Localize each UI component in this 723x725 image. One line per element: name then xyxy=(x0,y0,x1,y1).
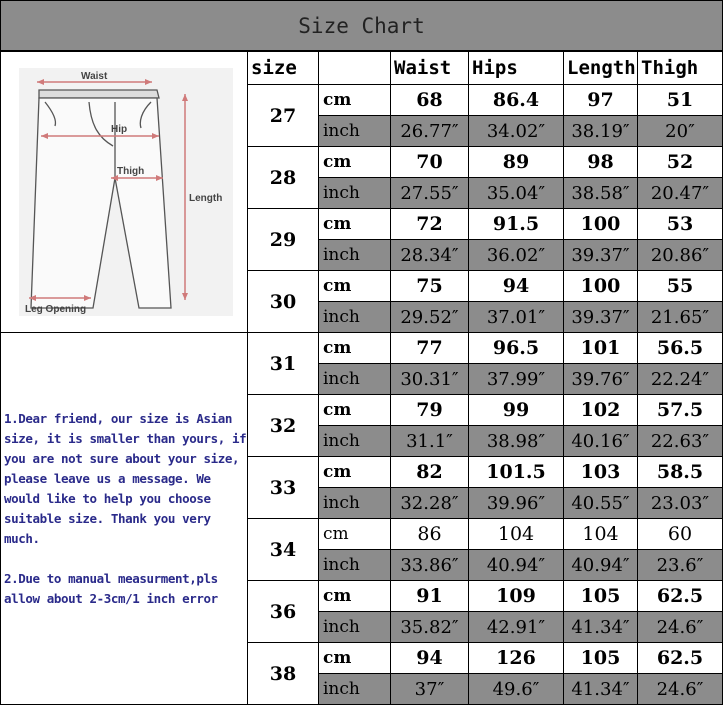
waist-inch-value: 28.34″ xyxy=(391,240,469,271)
thigh-cm-value: 62.5 xyxy=(638,643,723,674)
hips-cm-value: 86.4 xyxy=(469,85,564,116)
waist-inch-value: 33.86″ xyxy=(391,550,469,581)
thigh-inch-value: 24.6″ xyxy=(638,674,723,705)
note-paragraph-2: 2.Due to manual measurment,pls allow about 2-3cm/1 inch error xyxy=(4,570,218,606)
length-cm-value: 105 xyxy=(564,643,638,674)
unit-label-inch: inch xyxy=(319,364,391,395)
hips-inch-value: 39.96″ xyxy=(469,488,564,519)
thigh-inch-value: 22.63″ xyxy=(638,426,723,457)
waist-cm-value: 86 xyxy=(391,519,469,550)
waist-cm-value: 72 xyxy=(391,209,469,240)
length-cm-value: 100 xyxy=(564,271,638,302)
thigh-inch-value: 22.24″ xyxy=(638,364,723,395)
header-row xyxy=(1,52,723,85)
length-cm-value: 105 xyxy=(564,581,638,612)
hips-cm-value: 109 xyxy=(469,581,564,612)
header-size: size xyxy=(248,52,319,85)
unit-label-cm: cm xyxy=(319,209,391,240)
size-value: 28 xyxy=(248,147,319,209)
hips-cm-value: 96.5 xyxy=(469,333,564,364)
thigh-cm-value: 58.5 xyxy=(638,457,723,488)
thigh-inch-value: 20″ xyxy=(638,116,723,147)
length-inch-value: 41.34″ xyxy=(564,674,638,705)
hips-cm-value: 91.5 xyxy=(469,209,564,240)
length-inch-value: 38.58″ xyxy=(564,178,638,209)
thigh-inch-value: 21.65″ xyxy=(638,302,723,333)
thigh-cm-value: 51 xyxy=(638,85,723,116)
length-cm-value: 101 xyxy=(564,333,638,364)
header-waist: Waist xyxy=(391,52,469,85)
length-cm-value: 98 xyxy=(564,147,638,178)
hips-inch-value: 37.99″ xyxy=(469,364,564,395)
waist-inch-value: 30.31″ xyxy=(391,364,469,395)
unit-label-cm: cm xyxy=(319,395,391,426)
note-cell xyxy=(1,333,248,705)
waist-cm-value: 91 xyxy=(391,581,469,612)
thigh-cm-value: 53 xyxy=(638,209,723,240)
waist-cm-value: 70 xyxy=(391,147,469,178)
hips-cm-value: 126 xyxy=(469,643,564,674)
length-cm-value: 103 xyxy=(564,457,638,488)
thigh-label: Thigh xyxy=(116,166,144,177)
hips-inch-value: 42.91″ xyxy=(469,612,564,643)
size-value: 33 xyxy=(248,457,319,519)
waist-cm-value: 94 xyxy=(391,643,469,674)
unit-label-inch: inch xyxy=(319,240,391,271)
unit-label-cm: cm xyxy=(319,581,391,612)
pants-diagram xyxy=(19,68,233,316)
waist-cm-value: 77 xyxy=(391,333,469,364)
header-thigh: Thigh xyxy=(638,52,723,85)
length-cm-value: 97 xyxy=(564,85,638,116)
thigh-cm-value: 57.5 xyxy=(638,395,723,426)
waist-cm-value: 68 xyxy=(391,85,469,116)
pants-diagram-cell xyxy=(1,52,248,333)
length-inch-value: 40.55″ xyxy=(564,488,638,519)
thigh-inch-value: 24.6″ xyxy=(638,612,723,643)
length-inch-value: 40.16″ xyxy=(564,426,638,457)
waist-cm-value: 79 xyxy=(391,395,469,426)
length-inch-value: 40.94″ xyxy=(564,550,638,581)
thigh-cm-value: 52 xyxy=(638,147,723,178)
length-inch-value: 39.37″ xyxy=(564,302,638,333)
header-unit xyxy=(319,52,391,85)
length-cm-value: 104 xyxy=(564,519,638,550)
thigh-cm-value: 60 xyxy=(638,519,723,550)
unit-label-inch: inch xyxy=(319,116,391,147)
header-length: Length xyxy=(564,52,638,85)
unit-label-cm: cm xyxy=(319,643,391,674)
waist-cm-value: 82 xyxy=(391,457,469,488)
length-inch-value: 41.34″ xyxy=(564,612,638,643)
hips-inch-value: 34.02″ xyxy=(469,116,564,147)
unit-label-inch: inch xyxy=(319,178,391,209)
leg-opening-label: Leg Opening xyxy=(24,304,86,315)
thigh-inch-value: 23.03″ xyxy=(638,488,723,519)
unit-label-cm: cm xyxy=(319,333,391,364)
hips-inch-value: 38.98″ xyxy=(469,426,564,457)
hips-cm-value: 104 xyxy=(469,519,564,550)
length-cm-value: 102 xyxy=(564,395,638,426)
size-value: 27 xyxy=(248,85,319,147)
thigh-inch-value: 23.6″ xyxy=(638,550,723,581)
hips-cm-value: 94 xyxy=(469,271,564,302)
unit-label-inch: inch xyxy=(319,426,391,457)
waist-inch-value: 27.55″ xyxy=(391,178,469,209)
waist-inch-value: 37″ xyxy=(391,674,469,705)
length-label: Length xyxy=(188,193,222,204)
size-value: 30 xyxy=(248,271,319,333)
thigh-cm-value: 62.5 xyxy=(638,581,723,612)
unit-label-cm: cm xyxy=(319,85,391,116)
length-cm-value: 100 xyxy=(564,209,638,240)
thigh-inch-value: 20.86″ xyxy=(638,240,723,271)
hips-inch-value: 36.02″ xyxy=(469,240,564,271)
waist-cm-value: 75 xyxy=(391,271,469,302)
length-inch-value: 39.76″ xyxy=(564,364,638,395)
waist-inch-value: 31.1″ xyxy=(391,426,469,457)
waist-inch-value: 29.52″ xyxy=(391,302,469,333)
hips-inch-value: 35.04″ xyxy=(469,178,564,209)
note-paragraph-1: 1.Dear friend, our size is Asian size, it is smaller than yours, if you are not sure about your size, please leave us a message. We would like to help you choose suitable size. Thank you very much. xyxy=(4,410,247,546)
unit-label-inch: inch xyxy=(319,612,391,643)
hip-label: Hip xyxy=(110,124,127,135)
header-hips: Hips xyxy=(469,52,564,85)
hips-cm-value: 89 xyxy=(469,147,564,178)
unit-label-inch: inch xyxy=(319,550,391,581)
waist-inch-value: 32.28″ xyxy=(391,488,469,519)
hips-cm-value: 99 xyxy=(469,395,564,426)
unit-label-cm: cm xyxy=(319,271,391,302)
unit-label-cm: cm xyxy=(319,519,391,550)
table-row xyxy=(1,333,723,364)
waist-inch-value: 35.82″ xyxy=(391,612,469,643)
thigh-inch-value: 20.47″ xyxy=(638,178,723,209)
page-title: Size Chart xyxy=(0,0,723,52)
size-table xyxy=(0,51,723,705)
waist-label: Waist xyxy=(80,71,107,82)
size-value: 32 xyxy=(248,395,319,457)
thigh-cm-value: 55 xyxy=(638,271,723,302)
size-value: 31 xyxy=(248,333,319,395)
unit-label-inch: inch xyxy=(319,302,391,333)
hips-inch-value: 40.94″ xyxy=(469,550,564,581)
unit-label-cm: cm xyxy=(319,147,391,178)
length-inch-value: 38.19″ xyxy=(564,116,638,147)
unit-label-cm: cm xyxy=(319,457,391,488)
size-value: 29 xyxy=(248,209,319,271)
unit-label-inch: inch xyxy=(319,488,391,519)
unit-label-inch: inch xyxy=(319,674,391,705)
size-value: 38 xyxy=(248,643,319,705)
hips-inch-value: 37.01″ xyxy=(469,302,564,333)
length-inch-value: 39.37″ xyxy=(564,240,638,271)
thigh-cm-value: 56.5 xyxy=(638,333,723,364)
size-value: 34 xyxy=(248,519,319,581)
waist-inch-value: 26.77″ xyxy=(391,116,469,147)
hips-cm-value: 101.5 xyxy=(469,457,564,488)
size-value: 36 xyxy=(248,581,319,643)
hips-inch-value: 49.6″ xyxy=(469,674,564,705)
